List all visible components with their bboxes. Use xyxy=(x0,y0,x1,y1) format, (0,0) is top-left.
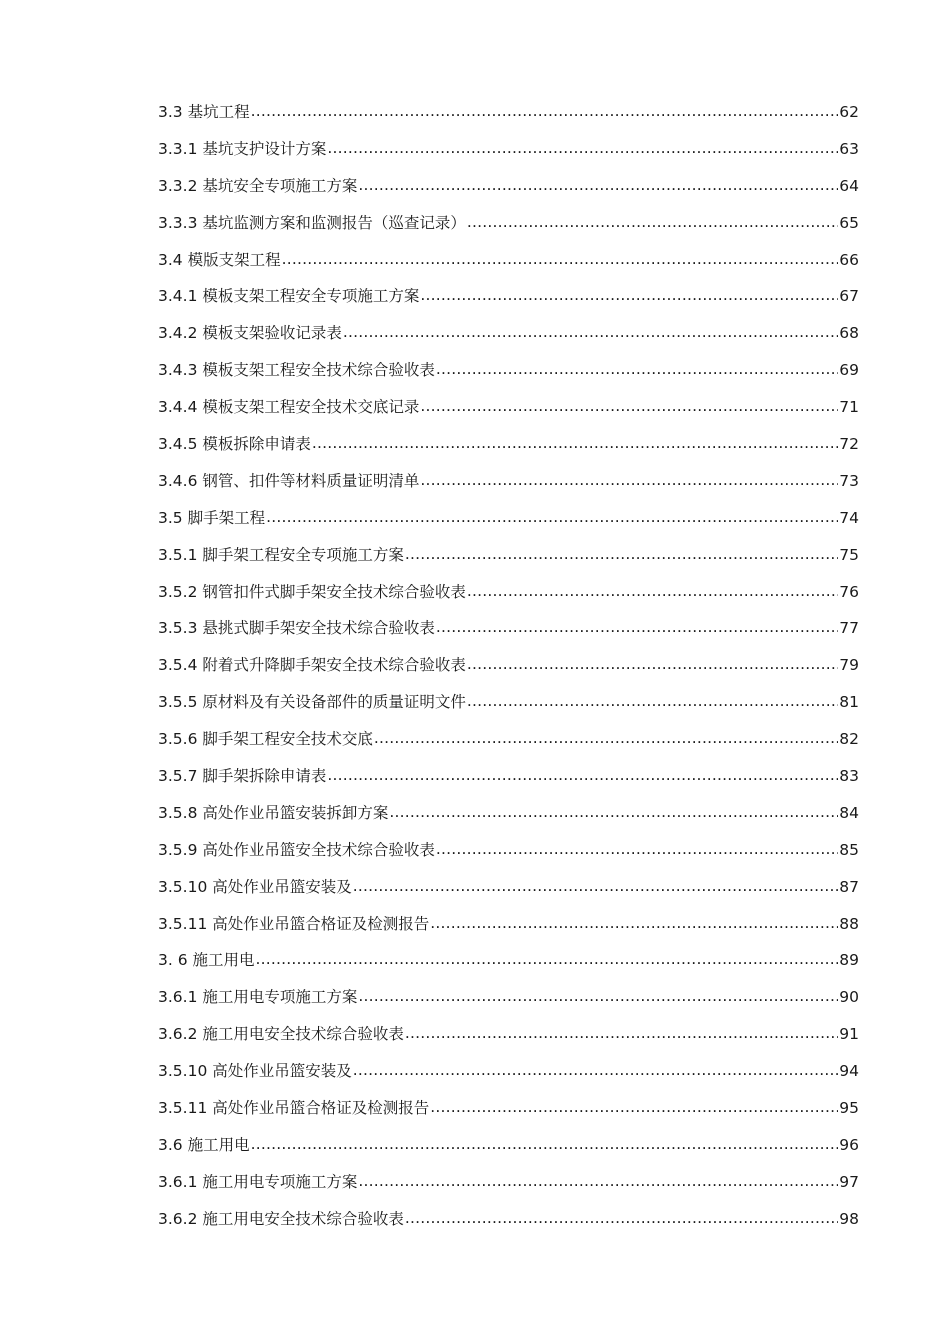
toc-dot-leader xyxy=(358,167,838,204)
toc-dot-leader xyxy=(420,388,838,425)
toc-entry[interactable] xyxy=(158,131,859,168)
toc-entry-label: 3. 6 施工用电 xyxy=(158,951,255,970)
toc-entry-label: 3.4 模版支架工程 xyxy=(158,250,281,269)
toc-entry-label: 3.5.7 脚手架拆除申请表 xyxy=(158,767,327,786)
toc-entry[interactable] xyxy=(158,1090,859,1127)
toc-entry-label: 3.4.3 模板支架工程安全技术综合验收表 xyxy=(158,361,435,380)
toc-entry-page-number: 67 xyxy=(839,287,859,306)
toc-entry[interactable] xyxy=(158,278,859,315)
toc-entry-page-number: 65 xyxy=(839,213,859,232)
toc-entry-page-number: 94 xyxy=(839,1062,859,1081)
toc-entry-label: 3.6.1 施工用电专项施工方案 xyxy=(158,988,358,1007)
toc-dot-leader xyxy=(327,130,838,167)
toc-entry[interactable] xyxy=(158,721,859,758)
toc-entry[interactable] xyxy=(158,1053,859,1090)
toc-dot-leader xyxy=(420,462,838,499)
toc-entry[interactable] xyxy=(158,500,859,537)
toc-entry[interactable] xyxy=(158,537,859,574)
toc-entry-page-number: 90 xyxy=(839,988,859,1007)
toc-dot-leader xyxy=(282,241,839,278)
toc-entry[interactable] xyxy=(158,869,859,906)
toc-entry-label: 3.4.6 钢管、扣件等材料质量证明清单 xyxy=(158,471,420,490)
toc-entry-label: 3.5.1 脚手架工程安全专项施工方案 xyxy=(158,545,404,564)
toc-entry[interactable] xyxy=(158,832,859,869)
toc-dot-leader xyxy=(358,978,838,1015)
toc-dot-leader xyxy=(436,609,838,646)
toc-dot-leader xyxy=(389,794,838,831)
toc-entry-page-number: 91 xyxy=(839,1025,859,1044)
toc-entry-page-number: 82 xyxy=(839,730,859,749)
toc-entry-page-number: 85 xyxy=(839,840,859,859)
toc-entry-label: 3.4.1 模板支架工程安全专项施工方案 xyxy=(158,287,420,306)
toc-entry-page-number: 74 xyxy=(839,508,859,527)
toc-entry[interactable] xyxy=(158,242,859,279)
toc-entry-page-number: 98 xyxy=(839,1209,859,1228)
toc-dot-leader xyxy=(353,868,839,905)
toc-entry[interactable] xyxy=(158,205,859,242)
toc-dot-leader xyxy=(436,351,838,388)
toc-dot-leader xyxy=(467,683,838,720)
toc-entry-label: 3.5.11 高处作业吊篮合格证及检测报告 xyxy=(158,914,430,933)
toc-dot-leader xyxy=(343,314,838,351)
toc-dot-leader xyxy=(312,425,838,462)
toc-dot-leader xyxy=(467,573,838,610)
toc-entry[interactable] xyxy=(158,352,859,389)
toc-entry-page-number: 95 xyxy=(839,1099,859,1118)
toc-dot-leader xyxy=(430,905,838,942)
toc-entry-page-number: 87 xyxy=(839,877,859,896)
toc-entry-label: 3.5.3 悬挑式脚手架安全技术综合验收表 xyxy=(158,619,435,638)
toc-entry[interactable] xyxy=(158,684,859,721)
toc-dot-leader xyxy=(420,277,838,314)
toc-dot-leader xyxy=(467,204,838,241)
toc-entry-page-number: 83 xyxy=(839,767,859,786)
toc-dot-leader xyxy=(467,646,838,683)
toc-entry-page-number: 79 xyxy=(839,656,859,675)
toc-entry[interactable] xyxy=(158,906,859,943)
toc-entry[interactable] xyxy=(158,610,859,647)
toc-entry[interactable] xyxy=(158,1201,859,1238)
toc-entry-label: 3.5 脚手架工程 xyxy=(158,508,266,527)
toc-dot-leader xyxy=(374,720,838,757)
toc-entry-page-number: 64 xyxy=(839,176,859,195)
toc-entry-page-number: 62 xyxy=(839,103,859,121)
toc-entry-label: 3.6.1 施工用电专项施工方案 xyxy=(158,1172,358,1191)
toc-dot-leader xyxy=(358,1163,838,1200)
table-of-contents xyxy=(158,94,859,1238)
toc-entry[interactable] xyxy=(158,94,859,131)
toc-dot-leader xyxy=(256,941,839,978)
toc-entry-label: 3.3 基坑工程 xyxy=(158,103,250,121)
toc-dot-leader xyxy=(251,1126,839,1163)
toc-entry[interactable] xyxy=(158,795,859,832)
toc-dot-leader xyxy=(405,536,838,573)
toc-entry-page-number: 76 xyxy=(839,582,859,601)
toc-entry-label: 3.4.5 模板拆除申请表 xyxy=(158,435,311,454)
toc-entry-label: 3.3.2 基坑安全专项施工方案 xyxy=(158,176,358,195)
toc-entry[interactable] xyxy=(158,979,859,1016)
toc-dot-leader xyxy=(251,93,839,130)
toc-entry-page-number: 73 xyxy=(839,471,859,490)
toc-entry-label: 3.3.3 基坑监测方案和监测报告（巡查记录） xyxy=(158,213,466,232)
toc-entry-page-number: 96 xyxy=(839,1135,859,1154)
toc-entry-page-number: 71 xyxy=(839,398,859,417)
toc-entry-label: 3.5.11 高处作业吊篮合格证及检测报告 xyxy=(158,1099,430,1118)
toc-entry-page-number: 97 xyxy=(839,1172,859,1191)
toc-entry-label: 3.5.9 高处作业吊篮安全技术综合验收表 xyxy=(158,840,435,859)
toc-entry-page-number: 81 xyxy=(839,693,859,712)
toc-entry[interactable] xyxy=(158,758,859,795)
toc-entry-label: 3.4.2 模板支架验收记录表 xyxy=(158,324,342,343)
toc-entry-page-number: 75 xyxy=(839,545,859,564)
toc-entry-label: 3.6 施工用电 xyxy=(158,1135,250,1154)
toc-entry-label: 3.6.2 施工用电安全技术综合验收表 xyxy=(158,1209,404,1228)
toc-entry-page-number: 72 xyxy=(839,435,859,454)
toc-dot-leader xyxy=(327,757,838,794)
toc-dot-leader xyxy=(405,1015,838,1052)
toc-entry-label: 3.4.4 模板支架工程安全技术交底记录 xyxy=(158,398,420,417)
toc-entry[interactable] xyxy=(158,315,859,352)
toc-entry-page-number: 84 xyxy=(839,803,859,822)
toc-entry-label: 3.5.8 高处作业吊篮安装拆卸方案 xyxy=(158,803,389,822)
toc-entry[interactable] xyxy=(158,389,859,426)
toc-dot-leader xyxy=(405,1200,838,1237)
toc-entry-label: 3.5.10 高处作业吊篮安装及 xyxy=(158,877,352,896)
toc-entry[interactable] xyxy=(158,1127,859,1164)
toc-entry[interactable] xyxy=(158,647,859,684)
toc-entry-page-number: 69 xyxy=(839,361,859,380)
toc-entry-label: 3.3.1 基坑支护设计方案 xyxy=(158,139,327,158)
toc-dot-leader xyxy=(266,499,838,536)
toc-entry[interactable] xyxy=(158,426,859,463)
toc-entry[interactable] xyxy=(158,942,859,979)
toc-entry-label: 3.6.2 施工用电安全技术综合验收表 xyxy=(158,1025,404,1044)
toc-dot-leader xyxy=(353,1052,839,1089)
toc-entry-page-number: 88 xyxy=(839,914,859,933)
toc-entry[interactable] xyxy=(158,1016,859,1053)
toc-entry-label: 3.5.5 原材料及有关设备部件的质量证明文件 xyxy=(158,693,466,712)
toc-dot-leader xyxy=(436,831,838,868)
toc-dot-leader xyxy=(430,1089,838,1126)
toc-entry-label: 3.5.4 附着式升降脚手架安全技术综合验收表 xyxy=(158,656,466,675)
toc-entry-label: 3.5.6 脚手架工程安全技术交底 xyxy=(158,730,373,749)
toc-entry-page-number: 66 xyxy=(839,250,859,269)
toc-entry[interactable] xyxy=(158,168,859,205)
toc-entry-label: 3.5.10 高处作业吊篮安装及 xyxy=(158,1062,352,1081)
toc-entry[interactable] xyxy=(158,1164,859,1201)
toc-entry-page-number: 68 xyxy=(839,324,859,343)
toc-entry-page-number: 89 xyxy=(839,951,859,970)
toc-entry-page-number: 63 xyxy=(839,139,859,158)
toc-entry-page-number: 77 xyxy=(839,619,859,638)
toc-entry[interactable] xyxy=(158,574,859,611)
toc-entry-label: 3.5.2 钢管扣件式脚手架安全技术综合验收表 xyxy=(158,582,466,601)
toc-entry[interactable] xyxy=(158,463,859,500)
